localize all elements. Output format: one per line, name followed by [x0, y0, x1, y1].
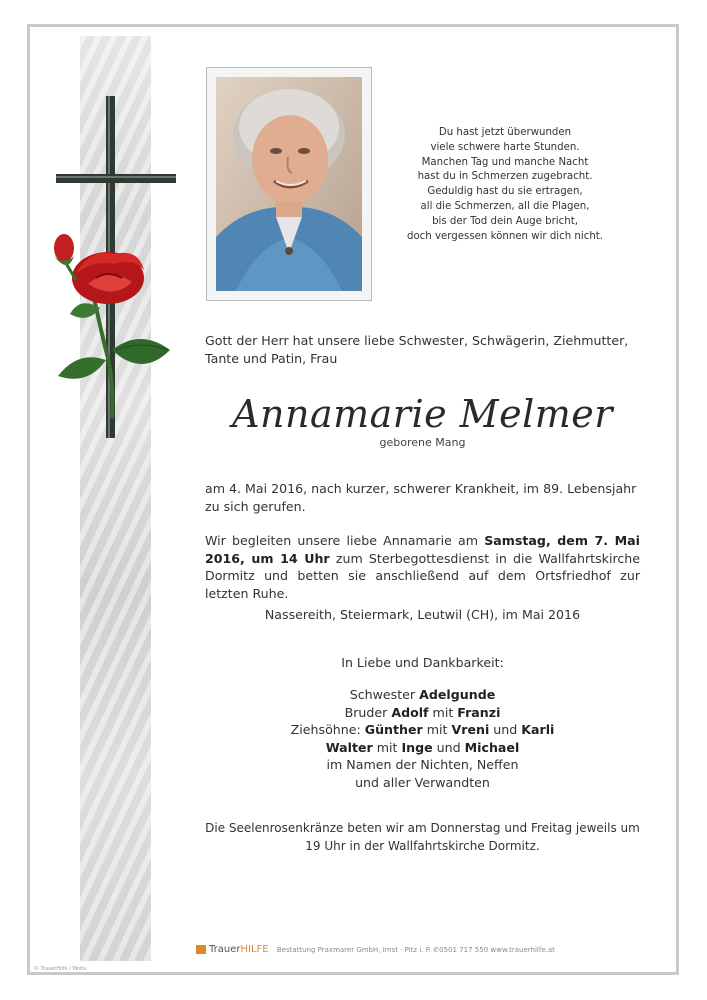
intro-text: Gott der Herr hat unsere liebe Schwester, Schwägerin, Ziehmutter, Tante und Patin, Frau [205, 333, 629, 366]
thanks-heading: In Liebe und Dankbarkeit: [341, 655, 504, 670]
poem-line: Manchen Tag und manche Nacht [421, 156, 589, 168]
footer-brand [209, 944, 269, 955]
connector-text: und [489, 722, 522, 738]
family-line: im Namen der Nichten, Neffen [326, 757, 519, 773]
funeral-date-time: Samstag, dem 7. Mai 2016, um 14 Uhr [205, 533, 640, 566]
family-member-name: Michael [464, 739, 520, 755]
family-relation: Ziehsöhne: [290, 722, 365, 738]
poem-line: all die Schmerzen, all die Plagen, [420, 200, 590, 212]
family-member-name: Franzi [457, 704, 501, 720]
connector-text: mit [428, 704, 458, 720]
family-member-name: Adolf [391, 704, 429, 720]
family-line [205, 739, 640, 757]
poem-line: hast du in Schmerzen zugebracht. [417, 171, 593, 183]
funeral-text-part: zum Sterbegottesdienst in die Wallfahrtskirche Dormitz und betten sie anschließend auf dem Ortsfriedhof zur letzten Ruhe. [205, 550, 640, 601]
footer [196, 944, 555, 955]
trauerhilfe-logo-icon [196, 945, 206, 954]
maiden-name: geborene Mang [379, 436, 466, 449]
funeral-text-part: Wir begleiten unsere liebe Annamarie am [205, 533, 485, 548]
family-line [205, 704, 640, 722]
family-member-name: Adelgunde [419, 687, 496, 702]
family-member-name: Inge [401, 739, 433, 755]
poem-line: Du hast jetzt überwunden [438, 127, 572, 138]
cross-with-rose-image [30, 88, 180, 448]
connector-text: mit [422, 722, 452, 738]
funeral-details [205, 532, 640, 602]
connector-text: und [432, 739, 465, 755]
portrait-photo [206, 67, 372, 301]
brand-part: HILFE [240, 944, 269, 955]
family-list [205, 686, 640, 792]
portrait-image [216, 77, 362, 291]
poem-line: Geduldig hast du sie ertragen, [427, 186, 583, 198]
connector-text: mit [372, 739, 402, 755]
family-relation: Schwester [349, 687, 420, 702]
poem-line: bis der Tod dein Auge bricht, [432, 215, 578, 227]
deceased-name: Annamarie Melmer [232, 392, 613, 436]
poem-line: doch vergessen können wir dich nicht. [406, 230, 604, 242]
footer-details: Bestattung Praxmarer GmbH, Imst · Pitz i. P. ✆0501 717 550 www.trauerhilfe.at [276, 945, 555, 954]
poem-line: viele schwere harte Stunden. [430, 141, 580, 153]
brand-part: Trauer [209, 944, 241, 955]
family-relation: Bruder [344, 704, 392, 720]
family-member-name: Vreni [451, 722, 490, 738]
family-member-name: Günther [364, 722, 423, 738]
death-notice-text: am 4. Mai 2016, nach kurzer, schwerer Krankheit, im 89. Lebensjahr zu sich gerufen. [205, 481, 637, 514]
place-and-date: Nassereith, Steiermark, Leutwil (CH), im Mai 2016 [264, 607, 581, 622]
family-member-name: Karli [521, 722, 555, 738]
family-member-name: Walter [325, 739, 373, 755]
family-line: und aller Verwandten [355, 774, 490, 790]
family-line [205, 721, 640, 739]
copyright-note: © TrauerHilfe / Motiv [34, 966, 87, 972]
rosary-notice: Die Seelenrosenkränze beten wir am Donnerstag und Freitag jeweils um 19 Uhr in der Wallfahrtskirche Dormitz. [205, 821, 640, 853]
family-line [205, 686, 640, 704]
memorial-poem [390, 126, 620, 244]
